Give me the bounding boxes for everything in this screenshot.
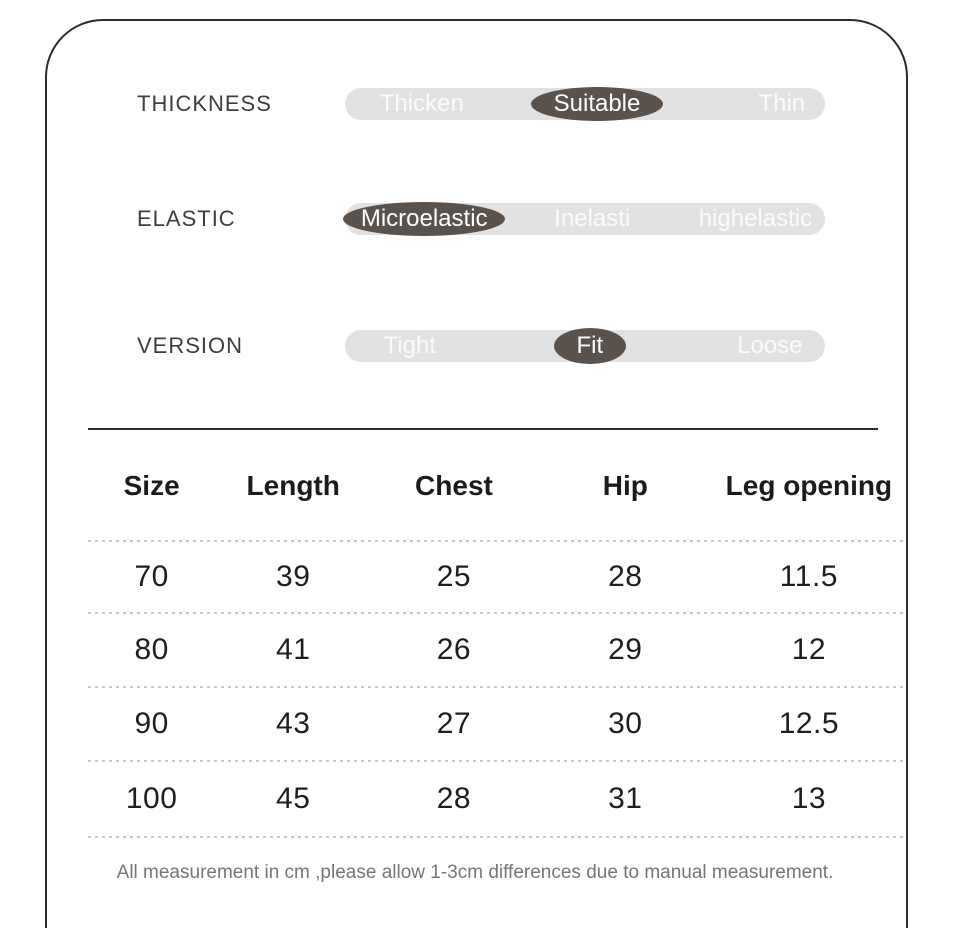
option-fit[interactable]: Fit — [554, 328, 626, 364]
cell-size: 70 — [134, 560, 169, 593]
option-thin[interactable]: Thin — [758, 90, 806, 117]
cell-chest: 27 — [436, 707, 472, 740]
cell-length: 39 — [276, 560, 311, 593]
cell-leg-opening: 11.5 — [779, 560, 838, 593]
cell-chest: 26 — [436, 633, 472, 666]
option-suitable[interactable]: Suitable — [531, 87, 663, 121]
attribute-label-thickness: THICKNESS — [137, 91, 272, 116]
cell-leg-opening: 12 — [791, 633, 827, 666]
cell-size: 100 — [125, 782, 178, 815]
column-header-size: Size — [123, 470, 180, 501]
size-row-100 — [88, 762, 904, 836]
cell-leg-opening: 13 — [791, 782, 827, 815]
attribute-row-thickness — [0, 88, 960, 120]
size-chart-header — [88, 430, 904, 540]
cell-chest: 28 — [436, 782, 472, 815]
cell-length: 45 — [276, 782, 311, 815]
thickness-option-group — [345, 88, 825, 120]
cell-chest: 25 — [436, 560, 472, 593]
cell-length: 41 — [276, 633, 311, 666]
option-tight[interactable]: Tight — [383, 332, 437, 359]
column-header-length: Length — [246, 470, 340, 501]
attribute-row-elastic — [0, 203, 960, 235]
column-header-hip: Hip — [602, 470, 648, 501]
column-header-leg-opening: Leg opening — [725, 470, 893, 501]
option-highelastic[interactable]: highelastic — [698, 205, 813, 232]
row-divider — [88, 836, 904, 838]
column-header-chest: Chest — [415, 470, 493, 501]
size-row-70 — [88, 542, 904, 612]
option-thicken[interactable]: Thicken — [379, 90, 464, 117]
elastic-option-group — [345, 203, 825, 235]
attribute-label-version: VERSION — [137, 333, 244, 358]
option-inelasti[interactable]: Inelasti — [554, 205, 631, 232]
cell-length: 43 — [276, 707, 311, 740]
measurement-note: All measurement in cm ,please allow 1-3cm differences due to manual measurement. — [116, 862, 834, 883]
cell-hip: 31 — [608, 782, 643, 815]
cell-size: 90 — [134, 707, 169, 740]
cell-size: 80 — [134, 633, 169, 666]
cell-hip: 30 — [608, 707, 643, 740]
size-row-90 — [88, 688, 904, 760]
cell-leg-opening: 12.5 — [778, 707, 840, 740]
cell-hip: 29 — [608, 633, 643, 666]
version-option-group — [345, 330, 825, 362]
size-row-80 — [88, 614, 904, 686]
option-loose[interactable]: Loose — [737, 332, 803, 359]
attribute-label-elastic: ELASTIC — [137, 206, 236, 231]
option-microelastic[interactable]: Microelastic — [343, 202, 505, 236]
attribute-row-version — [0, 330, 960, 362]
cell-hip: 28 — [608, 560, 643, 593]
size-chart-table — [88, 428, 904, 838]
